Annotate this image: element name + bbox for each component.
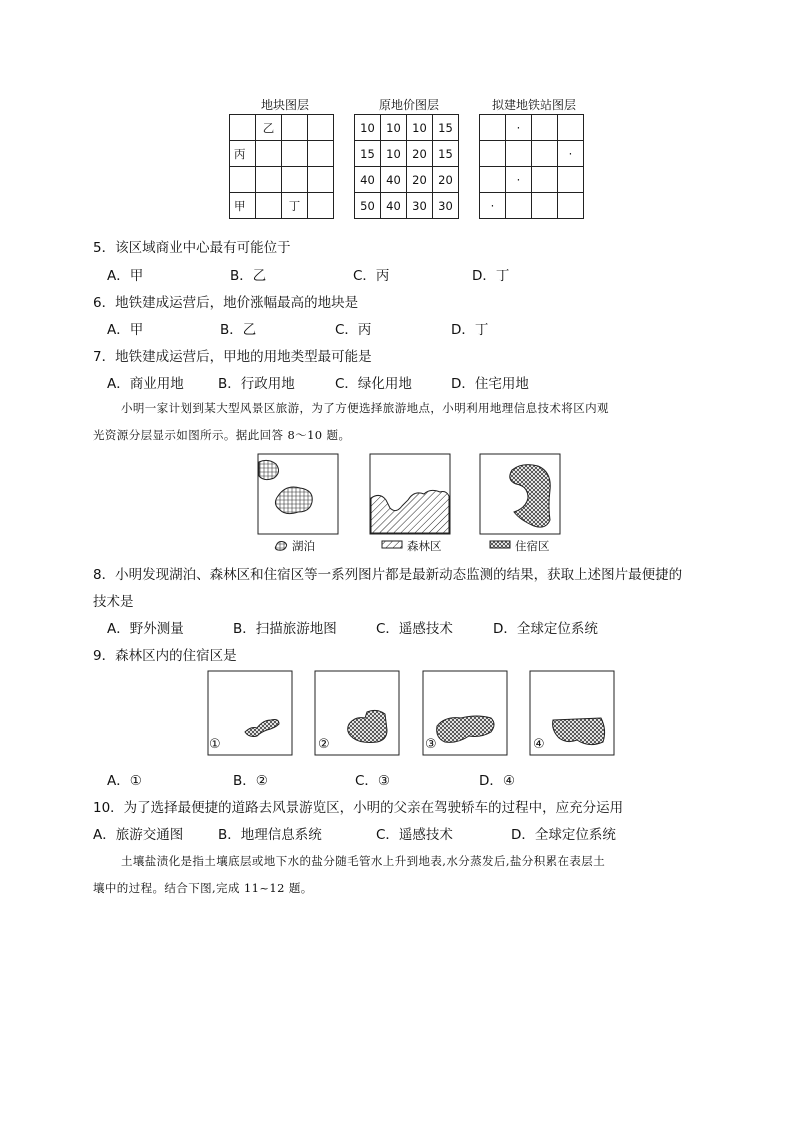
q6-option-b[interactable]: B．乙 xyxy=(220,322,257,338)
grid-row xyxy=(230,141,334,167)
q9-option-b[interactable]: B．② xyxy=(233,773,268,789)
forest-shape xyxy=(371,490,449,533)
grid-cell: 10 xyxy=(381,141,407,167)
q7-option-d[interactable]: D．住宅用地 xyxy=(451,376,529,392)
forest-map xyxy=(370,454,450,534)
grid-row xyxy=(355,167,459,193)
grid-row xyxy=(355,141,459,167)
grid-row xyxy=(230,115,334,141)
q8-option-c[interactable]: C．遥感技术 xyxy=(376,621,453,637)
q10-option-b[interactable]: B．地理信息系统 xyxy=(218,827,322,843)
q5-option-c[interactable]: C．丙 xyxy=(353,268,390,284)
legend-forest-label: 森林区 xyxy=(407,539,442,553)
grid-row xyxy=(480,141,584,167)
grid-cell: 10 xyxy=(381,115,407,141)
q9-option-d[interactable]: D．④ xyxy=(479,773,515,789)
grid-row xyxy=(230,167,334,193)
grid-cell xyxy=(532,193,558,219)
grid-row xyxy=(480,193,584,219)
grid-cell xyxy=(532,115,558,141)
grid-cell: 丙 xyxy=(230,141,256,167)
grid-cell: 丁 xyxy=(282,193,308,219)
grid-cell xyxy=(256,167,282,193)
q10-option-d[interactable]: D．全球定位系统 xyxy=(511,827,616,843)
grid-cell xyxy=(282,141,308,167)
intro-8-10-line-1: 小明一家计划到某大型风景区旅游，为了方便选择旅游地点，小明利用地理信息技术将区内观 xyxy=(121,401,609,415)
grid-row xyxy=(480,167,584,193)
intro-11-12-line-2: 壤中的过程。结合下图,完成 11~12 题。 xyxy=(93,881,313,895)
legend-lodging-label: 住宿区 xyxy=(515,539,550,553)
grid-cell: · xyxy=(480,193,506,219)
grid-cell: · xyxy=(506,167,532,193)
grid-cell xyxy=(308,141,334,167)
station-layer-grid xyxy=(479,114,584,219)
legend-lake-label: 湖泊 xyxy=(292,539,315,553)
q9-option-c[interactable]: C．③ xyxy=(355,773,391,789)
grid-cell: 15 xyxy=(433,115,459,141)
q8-option-b[interactable]: B．扫描旅游地图 xyxy=(233,621,337,637)
q8-option-a[interactable]: A．野外测量 xyxy=(107,621,184,637)
forest-legend-icon xyxy=(382,541,402,548)
price-layer-title: 原地价图层 xyxy=(378,98,439,112)
q9-option-a[interactable]: A．① xyxy=(107,773,142,789)
grid-cell: 20 xyxy=(407,167,433,193)
grid-cell xyxy=(230,167,256,193)
price-layer-grid xyxy=(354,114,459,219)
question-8-line-1: 8．小明发现湖泊、森林区和住宿区等一系列图片都是最新动态监测的结果，获取上述图片最便捷的 xyxy=(93,567,683,583)
q7-option-c[interactable]: C．绿化用地 xyxy=(335,376,412,392)
grid-cell: 50 xyxy=(355,193,381,219)
grid-cell xyxy=(282,115,308,141)
grid-cell: 乙 xyxy=(256,115,282,141)
q10-option-c[interactable]: C．遥感技术 xyxy=(376,827,453,843)
grid-cell xyxy=(282,167,308,193)
grid-cell: 20 xyxy=(433,167,459,193)
question-5: 5．该区域商业中心最有可能位于 xyxy=(93,240,291,256)
q5-option-a[interactable]: A．甲 xyxy=(107,268,144,284)
grid-cell xyxy=(480,141,506,167)
grid-row xyxy=(230,193,334,219)
question-8-line-2: 技术是 xyxy=(93,594,134,610)
grid-cell xyxy=(506,141,532,167)
grid-cell: 30 xyxy=(433,193,459,219)
q5-option-b[interactable]: B．乙 xyxy=(230,268,267,284)
grid-row xyxy=(355,193,459,219)
q6-option-a[interactable]: A．甲 xyxy=(107,322,144,338)
grid-cell xyxy=(308,193,334,219)
grid-cell xyxy=(532,167,558,193)
grid-row xyxy=(355,115,459,141)
grid-cell: 40 xyxy=(381,167,407,193)
grid-cell: 10 xyxy=(355,115,381,141)
intro-8-10-line-2: 光资源分层显示如图所示。据此回答 8～10 题。 xyxy=(93,428,351,442)
grid-cell: 40 xyxy=(355,167,381,193)
grid-cell: · xyxy=(558,141,584,167)
grid-cell xyxy=(256,141,282,167)
station-layer-title: 拟建地铁站图层 xyxy=(491,98,576,112)
grid-cell: 30 xyxy=(407,193,433,219)
q9-options-figure xyxy=(205,668,620,760)
grid-cell: 10 xyxy=(407,115,433,141)
grid-cell xyxy=(308,115,334,141)
question-10: 10．为了选择最便捷的道路去风景游览区，小明的父亲在驾驶轿车的过程中，应充分运用 xyxy=(93,800,624,816)
grid-cell: 15 xyxy=(355,141,381,167)
grid-cell xyxy=(256,193,282,219)
q7-option-b[interactable]: B．行政用地 xyxy=(218,376,295,392)
question-7: 7．地铁建成运营后，甲地的用地类型最可能是 xyxy=(93,349,372,365)
q9-map-3-label: ③ xyxy=(425,737,437,752)
q6-option-d[interactable]: D．丁 xyxy=(451,322,489,338)
grid-cell: 甲 xyxy=(230,193,256,219)
grid-cell xyxy=(480,115,506,141)
intro-11-12-line-1: 土壤盐渍化是指土壤底层或地下水的盐分随毛管水上升到地表,水分蒸发后,盐分积累在表层土 xyxy=(121,854,606,868)
q9-map-1-label: ① xyxy=(209,737,221,752)
question-6: 6．地铁建成运营后，地价涨幅最高的地块是 xyxy=(93,295,359,311)
grid-cell: 20 xyxy=(407,141,433,167)
grid-cell: 40 xyxy=(381,193,407,219)
grid-cell xyxy=(558,167,584,193)
q5-option-d[interactable]: D．丁 xyxy=(472,268,510,284)
grid-cell xyxy=(558,115,584,141)
q10-option-a[interactable]: A．旅游交通图 xyxy=(93,827,184,843)
q7-option-a[interactable]: A．商业用地 xyxy=(107,376,184,392)
question-9: 9．森林区内的住宿区是 xyxy=(93,648,237,664)
plot-layer-title: 地块图层 xyxy=(260,98,309,112)
lake-map xyxy=(258,454,338,534)
grid-cell xyxy=(308,167,334,193)
grid-cell xyxy=(506,193,532,219)
q9-map-2-label: ② xyxy=(318,737,330,752)
grid-cell xyxy=(558,193,584,219)
grid-cell xyxy=(532,141,558,167)
grid-cell xyxy=(480,167,506,193)
grid-cell xyxy=(230,115,256,141)
q8-option-d[interactable]: D．全球定位系统 xyxy=(493,621,598,637)
lodging-legend-icon xyxy=(490,541,510,548)
lake-shape-small xyxy=(259,460,279,479)
lodging-map xyxy=(480,454,560,534)
grid-row xyxy=(480,115,584,141)
q6-option-c[interactable]: C．丙 xyxy=(335,322,372,338)
plot-layer-grid xyxy=(229,114,334,219)
lake-legend-icon xyxy=(275,542,286,551)
q9-map-4-label: ④ xyxy=(533,737,545,752)
grid-cell: 15 xyxy=(433,141,459,167)
grid-cell: · xyxy=(506,115,532,141)
